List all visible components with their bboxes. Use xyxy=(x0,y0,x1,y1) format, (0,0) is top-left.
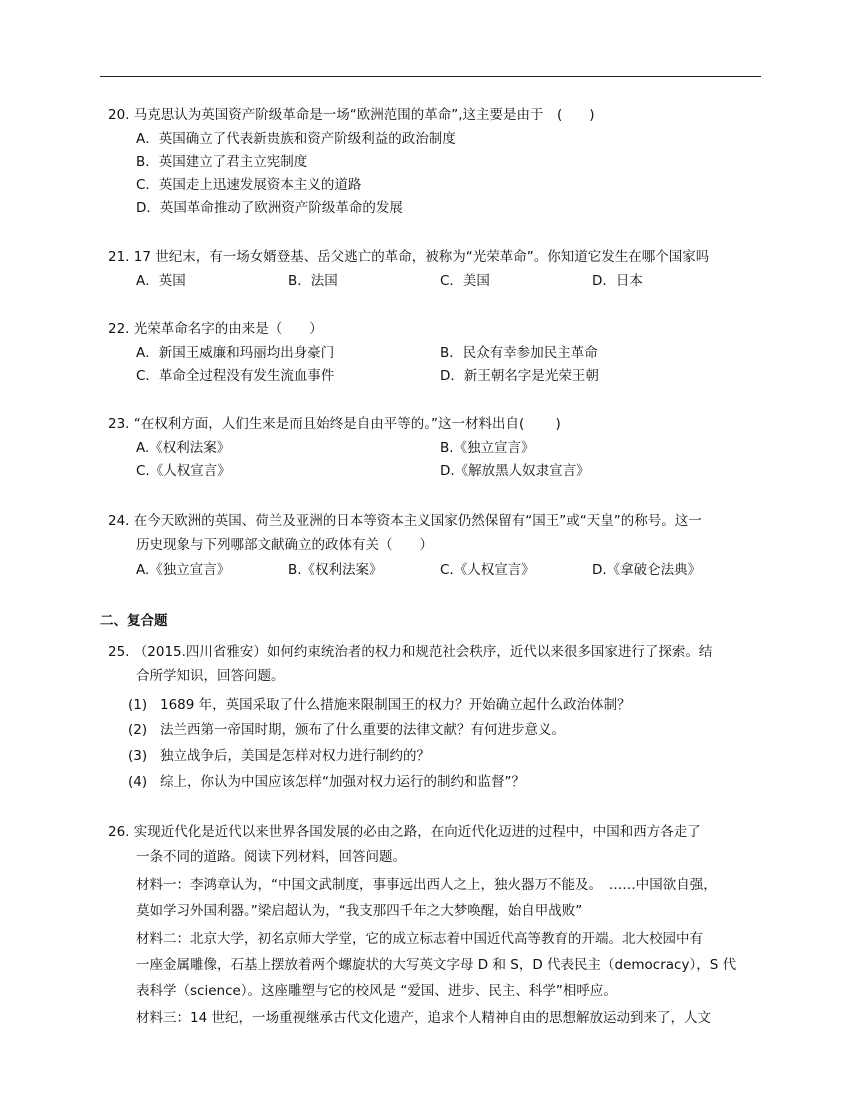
material-1-line-1: 材料一：李鸿章认为，“中国文武制度，事事远出西人之上，独火器万不能及。 ……中国欲自强， xyxy=(136,877,717,893)
material-3-line-1: 材料三：14 世纪，一场重视继承古代文化遗产，追求个人精神自由的思想解放运动到来了，人文 xyxy=(136,1010,711,1026)
question-24-stem-line-2: 历史现象与下列哪部文献确立的政体有关（ ） xyxy=(136,537,433,553)
question-24-option-c: C.《人权宣言》 xyxy=(440,562,535,578)
question-25-sub-4-number: (4) xyxy=(128,774,148,790)
question-24-option-a: A.《独立宣言》 xyxy=(136,562,231,578)
question-25-stem-line-1: 25. （2015.四川省雅安）如何约束统治者的权力和规范社会秩序，近代以来很多国家进行了探索。结 xyxy=(108,644,713,660)
material-1-line-2: 莫如学习外国利器。”梁启超认为，“我支那四千年之大梦唤醒，始自甲战败” xyxy=(136,903,583,919)
question-22-option-b: B．民众有幸参加民主革命 xyxy=(440,345,598,361)
section-heading: 二、复合题 xyxy=(100,613,168,629)
question-23-option-b: B.《独立宣言》 xyxy=(440,440,535,456)
header-rule xyxy=(100,76,761,77)
question-25-stem-line-2: 合所学知识，回答问题。 xyxy=(136,668,285,684)
question-23-option-d: D.《解放黑人奴隶宣言》 xyxy=(440,463,590,479)
question-24-stem-line-1: 24. 在今天欧洲的英国、荷兰及亚洲的日本等资本主义国家仍然保留有“国王”或“天皇”的称号。这一 xyxy=(108,513,702,529)
question-25-sub-1-text: 1689 年，英国采取了什么措施来限制国王的权力？开始确立起什么政治体制？ xyxy=(160,697,631,713)
question-25-sub-3-number: (3) xyxy=(128,748,148,764)
question-25-sub-1-number: (1) xyxy=(128,697,148,713)
question-20-option-b: B．英国建立了君主立宪制度 xyxy=(136,154,308,170)
material-2-line-1: 材料二：北京大学，初名京师大学堂，它的成立标志着中国近代高等教育的开端。北大校园中有 xyxy=(136,931,703,947)
question-22-option-a: A．新国王威廉和玛丽均出身豪门 xyxy=(136,345,335,361)
question-23-option-c: C.《人权宣言》 xyxy=(136,463,231,479)
question-20-option-a: A．英国确立了代表新贵族和资产阶级利益的政治制度 xyxy=(136,131,456,147)
question-25-sub-3-text: 独立战争后，美国是怎样对权力进行制约的？ xyxy=(160,748,430,764)
question-25-sub-2-number: (2) xyxy=(128,722,148,738)
material-2-line-2: 一座金属雕像，石基上摆放着两个螺旋状的大写英文字母 D 和 S，D 代表民主（democracy），S 代 xyxy=(136,957,737,973)
question-20-option-c: C．英国走上迅速发展资本主义的道路 xyxy=(136,177,362,193)
question-25-sub-4-text: 综上，你认为中国应该怎样“加强对权力运行的制约和监督”？ xyxy=(160,774,525,790)
question-22-option-d: D．新王朝名字是光荣王朝 xyxy=(440,368,599,384)
question-21-option-c: C．美国 xyxy=(440,273,490,289)
question-26-stem-line-2: 一条不同的道路。阅读下列材料，回答问题。 xyxy=(136,849,406,865)
question-24-option-b: B.《权利法案》 xyxy=(288,562,383,578)
question-25-sub-2-text: 法兰西第一帝国时期，颁布了什么重要的法律文献？有何进步意义。 xyxy=(160,722,565,738)
question-22-stem: 22. 光荣革命名字的由来是（ ） xyxy=(108,321,323,337)
question-21-stem: 21. 17 世纪末，有一场女婿登基、岳父逃亡的革命，被称为“光荣革命”。你知道它发生在哪个国家吗 xyxy=(108,249,710,265)
question-20-option-d: D．英国革命推动了欧洲资产阶级革命的发展 xyxy=(136,200,403,216)
question-24-option-d: D.《拿破仑法典》 xyxy=(592,562,702,578)
question-21-option-b: B．法国 xyxy=(288,273,338,289)
question-20-stem: 20. 马克思认为英国资产阶级革命是一场“欧洲范围的革命”,这主要是由于 ( ) xyxy=(108,107,595,123)
material-2-line-3: 表科学（science）。这座雕塑与它的校风是 “爱国、进步、民主、科学”相呼应。 xyxy=(136,983,617,999)
question-22-option-c: C．革命全过程没有发生流血事件 xyxy=(136,368,335,384)
question-26-stem-line-1: 26. 实现近代化是近代以来世界各国发展的必由之路，在向近代化迈进的过程中，中国和西方各走了 xyxy=(108,824,701,840)
question-23-option-a: A.《权利法案》 xyxy=(136,440,231,456)
question-23-stem: 23. “在权利方面，人们生来是而且始终是自由平等的。”这一材料出自( ) xyxy=(108,416,561,432)
question-21-option-a: A．英国 xyxy=(136,273,186,289)
question-21-option-d: D．日本 xyxy=(592,273,643,289)
